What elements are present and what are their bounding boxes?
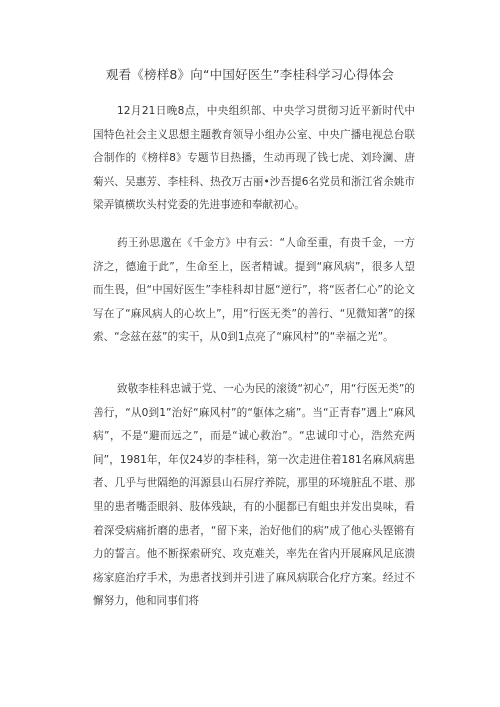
paragraph-1: 12月21日晚8点，中央组织部、中央学习贯彻习近平新时代中国特色社会主义思想主题教育领导小组办公室、中央广播电视总台联合制作的《榜样8》专题节目热播，生动再现了钱七虎、刘玲澜、唐菊兴、吴惠芳、李桂科、热孜万古丽•沙吾提6名党员和浙江省余姚市梁弄镇横坎头村党委的先进事迹和奉献初心。 (93, 105, 415, 212)
document-title: 观看《榜样8》向“中国好医生”李桂科学习心得体会 (105, 67, 395, 82)
paragraph-2: 药王孙思邈在《千金方》中有云：“人命至重，有贵千金，一方济之，德逾于此”，生命至上，医者精诚。提到“麻风病”，很多人望而生畏，但“中国好医生”李桂科却甘愿“逆行”，将“医者仁心”的论文写在了“麻风病人的心坎上”，用“行医无类”的善行、“见微知著”的探索、“念兹在兹”的实干，从0到1点亮了“麻风村”的“幸福之光”。 (93, 237, 415, 344)
paragraph-3: 致敬李桂科忠诚于党、一心为民的滚烫“初心”，用“行医无类”的善行，“从0到1”治好“麻风村”的“躯体之痛”。当“正青春”遇上“麻风病”，不是“避而远之”，而是“诚心救治”。“忠诚印寸心，浩然充两间”，1981年，年仅24岁的李桂科，第一次走进住着181名麻风病患者、几乎与世隔绝的洱源县山石屏疗养院，那里的环境脏乱不堪、那里的患者嘴歪眼斜、肢体残缺，有的小腿都已有蛆虫并发出臭味，看着深受病痛折磨的患者，“留下来，治好他们的病”成了他心头铿锵有力的誓言。他不断探索研究、攻克难关，率先在省内开展麻风足底溃疡家庭治疗手术，为患者找到并引进了麻风病联合化疗方案。经过不懈努力，他和同事们将 (93, 383, 415, 608)
